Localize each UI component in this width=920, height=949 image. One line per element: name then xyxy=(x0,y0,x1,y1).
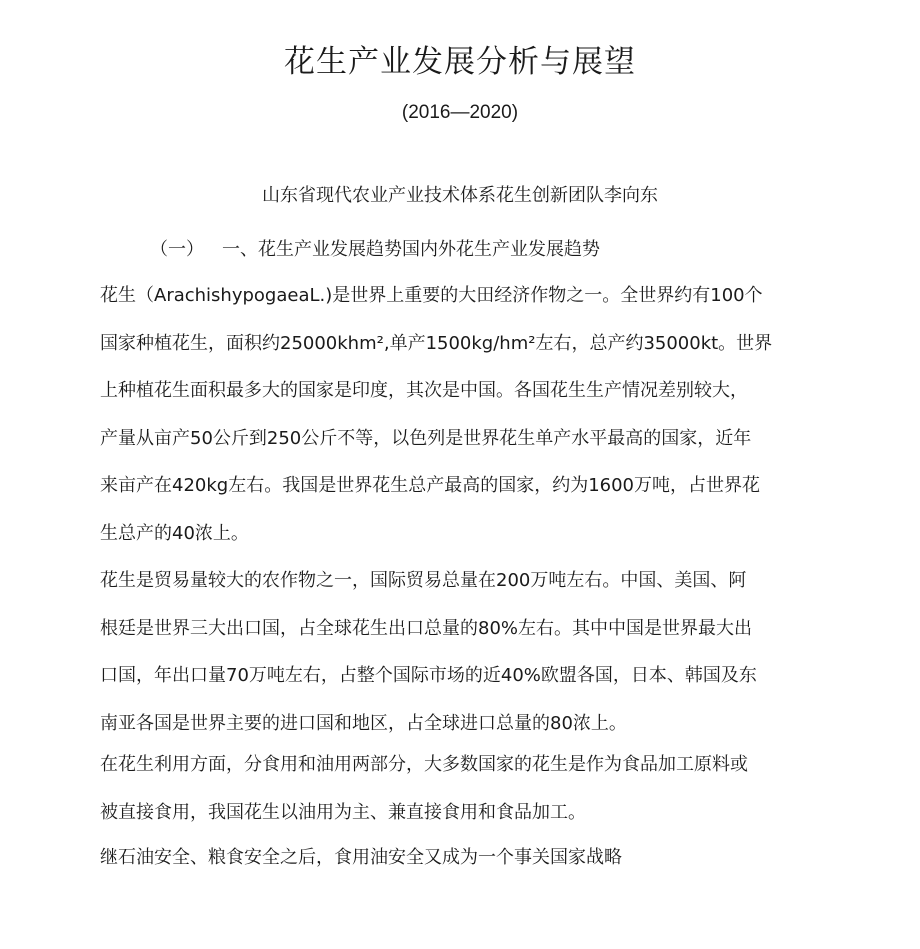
section-heading-text: 一、花生产业发展趋势国内外花生产业发展趋势 xyxy=(222,239,600,260)
section-heading xyxy=(150,236,600,264)
text-line: 上种植花生面积最多大的国家是印度，其次是中国。各国花生生产情况差别较大， xyxy=(100,380,748,401)
document-title: 花生产业发展分析与展望 xyxy=(284,44,636,80)
paragraph-2 xyxy=(100,557,816,747)
section-heading-number: （一） xyxy=(150,239,204,260)
text-line: 花生（ArachishypogaeaL.)是世界上重要的大田经济作物之一。全世界约有100个 xyxy=(100,285,763,306)
text-line: 生总产的40浓上。 xyxy=(100,522,249,544)
author-line: 山东省现代农业产业技术体系花生创新团队李向东 xyxy=(262,185,658,206)
text-line: 南亚各国是世界主要的进口国和地区，占全球进口总量的80浓上。 xyxy=(100,712,627,734)
text-line: 花生是贸易量较大的农作物之一，国际贸易总量在200万吨左右。中国、美国、阿 xyxy=(100,570,747,591)
text-line: 在花生利用方面，分食用和油用两部分，大多数国家的花生是作为食品加工原料或 xyxy=(100,754,748,775)
text-line: 被直接食用，我国花生以油用为主、兼直接食用和食品加工。 xyxy=(100,801,586,823)
text-line: 来亩产在420kg左右。我国是世界花生总产最高的国家，约为1600万吨，占世界花 xyxy=(100,475,761,496)
text-line: 根廷是世界三大出口国，占全球花生出口总量的80%左右。其中中国是世界最大出 xyxy=(100,617,753,639)
text-line: 国家种植花生，面积约25000khm²,单产1500kg/hm²左右，总产约35000kt。世界 xyxy=(100,332,773,354)
paragraph-3 xyxy=(100,741,816,836)
paragraph-1 xyxy=(100,272,816,557)
paragraph-4 xyxy=(100,834,816,882)
text-line: 口国，年出口量70万吨左右，占整个国际市场的近40%欧盟各国，日本、韩国及东 xyxy=(100,665,757,686)
text-line: 继石油安全、粮食安全之后，食用油安全又成为一个事关国家战略 xyxy=(100,847,622,868)
document-subtitle: (2016—2020) xyxy=(401,102,519,123)
text-line: 产量从亩产50公斤到250公斤不等，以色列是世界花生单产水平最高的国家，近年 xyxy=(100,427,752,449)
